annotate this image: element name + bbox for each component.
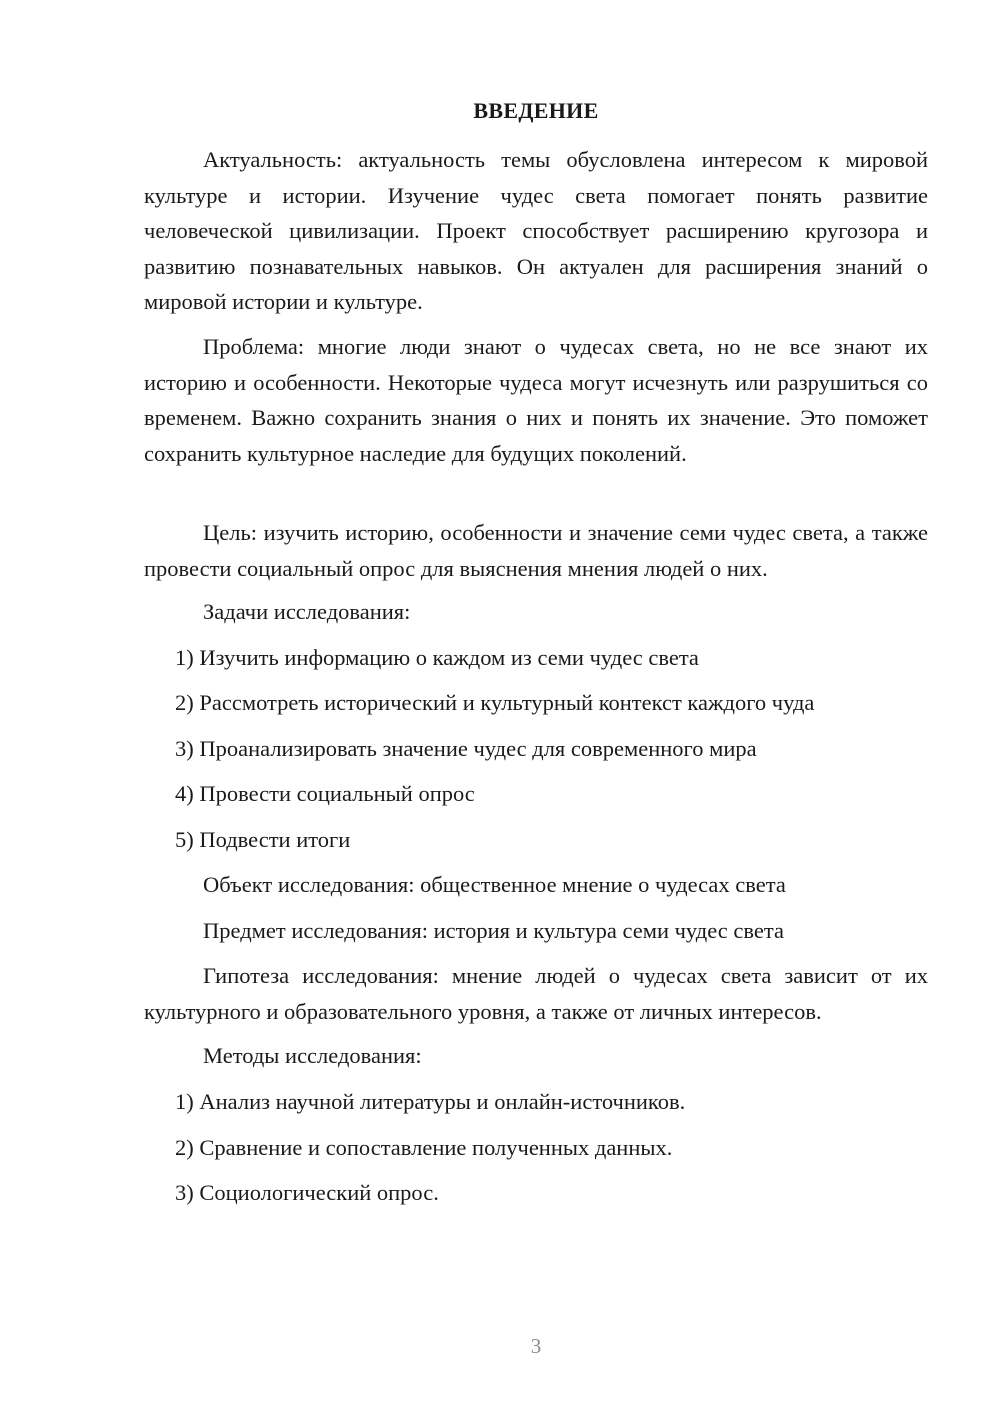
task-item: 1) Изучить информацию о каждом из семи чудес света — [175, 645, 699, 670]
task-item: 4) Провести социальный опрос — [175, 781, 475, 806]
goal-paragraph: Цель: изучить историю, особенности и значение семи чудес света, а также провести социальный опрос для выяснения мнения людей о них. — [144, 520, 928, 581]
tasks-heading: Задачи исследования: — [203, 599, 411, 624]
research-object: Объект исследования: общественное мнение о чудесах света — [203, 872, 786, 897]
relevance-paragraph: Актуальность: актуальность темы обусловлена интересом к мировой культуре и истории. Изучение чудес света помогает понять развитие человеческой цивилизации. Проект способствует расширению кругозора и развитию познавательных навыков. Он актуален для расширения знаний о мировой истории и культуре. — [144, 147, 928, 314]
task-item: 5) Подвести итоги — [175, 827, 351, 852]
methods-heading: Методы исследования: — [203, 1043, 422, 1068]
task-item: 3) Проанализировать значение чудес для современного мира — [175, 736, 757, 761]
method-item: 2) Сравнение и сопоставление полученных данных. — [175, 1135, 673, 1160]
problem-paragraph: Проблема: многие люди знают о чудесах света, но не все знают их историю и особенности. Некоторые чудеса могут исчезнуть или разрушиться со временем. Важно сохранить знания о них и понять их значение. Это поможет сохранить культурное наследие для будущих поколений. — [144, 334, 928, 466]
task-item: 2) Рассмотреть исторический и культурный контекст каждого чуда — [175, 690, 815, 715]
hypothesis-paragraph: Гипотеза исследования: мнение людей о чудесах света зависит от их культурного и образовательного уровня, а также от личных интересов. — [144, 963, 928, 1024]
page-number: 3 — [530, 1334, 542, 1358]
document-page — [144, 0, 928, 1414]
method-item: 1) Анализ научной литературы и онлайн-источников. — [175, 1089, 686, 1114]
method-item: 3) Социологический опрос. — [175, 1180, 439, 1205]
section-heading: ВВЕДЕНИЕ — [473, 98, 599, 123]
research-subject: Предмет исследования: история и культура семи чудес света — [203, 918, 784, 943]
